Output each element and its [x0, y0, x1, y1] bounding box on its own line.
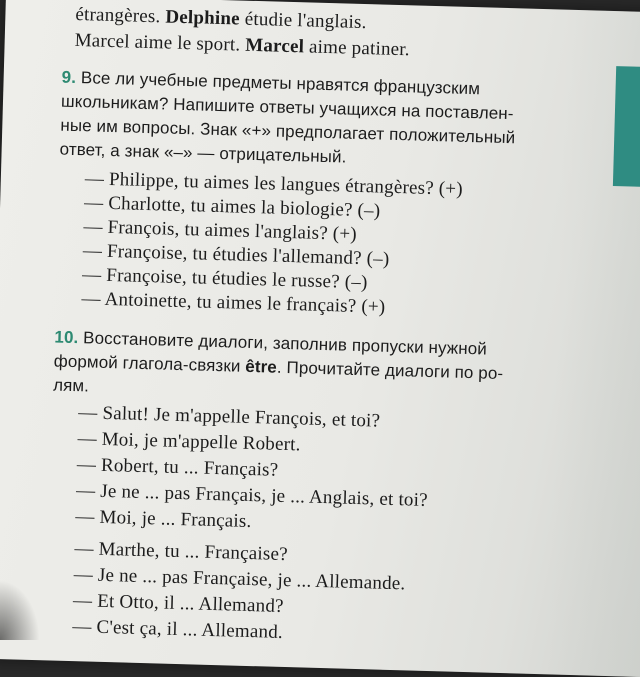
exercise-9-item: — Charlotte, tu aimes la biologie? (–) — [83, 192, 381, 222]
page-edge-tab — [613, 66, 640, 187]
exercise-10-instruction-line-1: 10. Восстановите диалоги, заполнив пропуски нужной — [54, 327, 488, 359]
exercise-10-number: 10. — [54, 327, 79, 348]
exercise-9-item: — Philippe, tu aimes les langues étrangères? (+) — [84, 168, 464, 200]
exercise-10-item: — Moi, je m'appelle Robert. — [77, 428, 301, 456]
exercise-9-item: — Françoise, tu étudies le russe? (–) — [81, 264, 368, 294]
top-line-2: étrangères. Delphine étudie l'anglais. — [75, 3, 367, 34]
exercise-9-item: — Antoinette, tu aimes le français? (+) — [81, 288, 386, 318]
exercise-10-item: — Marthe, tu ... Française? — [74, 538, 289, 566]
exercise-10-item: — Et Otto, il ... Allemand? — [72, 590, 284, 617]
exercise-9-instruction-line-4: ответ, а знак «–» — отрицательный. — [59, 139, 347, 167]
exercise-9-instruction-line-1: 9. Все ли учебные предметы нравятся французским — [61, 67, 481, 99]
exercise-9-number: 9. — [61, 67, 77, 87]
exercise-9-item: — François, tu aimes l'anglais? (+) — [83, 216, 358, 245]
exercise-9-instruction-line-2: школьникам? Напишите ответы учащихся на поставлен- — [60, 91, 514, 124]
exercise-10-instruction-line-3: лям. — [52, 375, 90, 396]
exercise-10-instruction-line-2: формой глагола-связки être. Прочитайте диалоги по ро- — [53, 351, 504, 384]
finger-shadow — [0, 580, 40, 640]
exercise-9-item: — Françoise, tu étudies l'allemand? (–) — [82, 240, 390, 270]
exercise-10-item: — Moi, je ... Français. — [75, 506, 252, 533]
exercise-10-item: — Robert, tu ... Français? — [76, 454, 279, 481]
exercise-10-item: — Je ne ... pas Française, je ... Allemande. — [73, 564, 406, 595]
exercise-10-item: — Salut! Je m'appelle François, et toi? — [78, 402, 381, 432]
exercise-10-item: — C'est ça, il ... Allemand. — [72, 616, 284, 643]
exercise-10-item: — Je ne ... pas Français, je ... Anglais, et toi? — [75, 480, 429, 511]
exercise-9-instruction-line-3: ные им вопросы. Знак «+» предполагает положительный — [60, 115, 516, 148]
top-line-3: Marcel aime le sport. Marcel aime patiner. — [74, 29, 411, 61]
